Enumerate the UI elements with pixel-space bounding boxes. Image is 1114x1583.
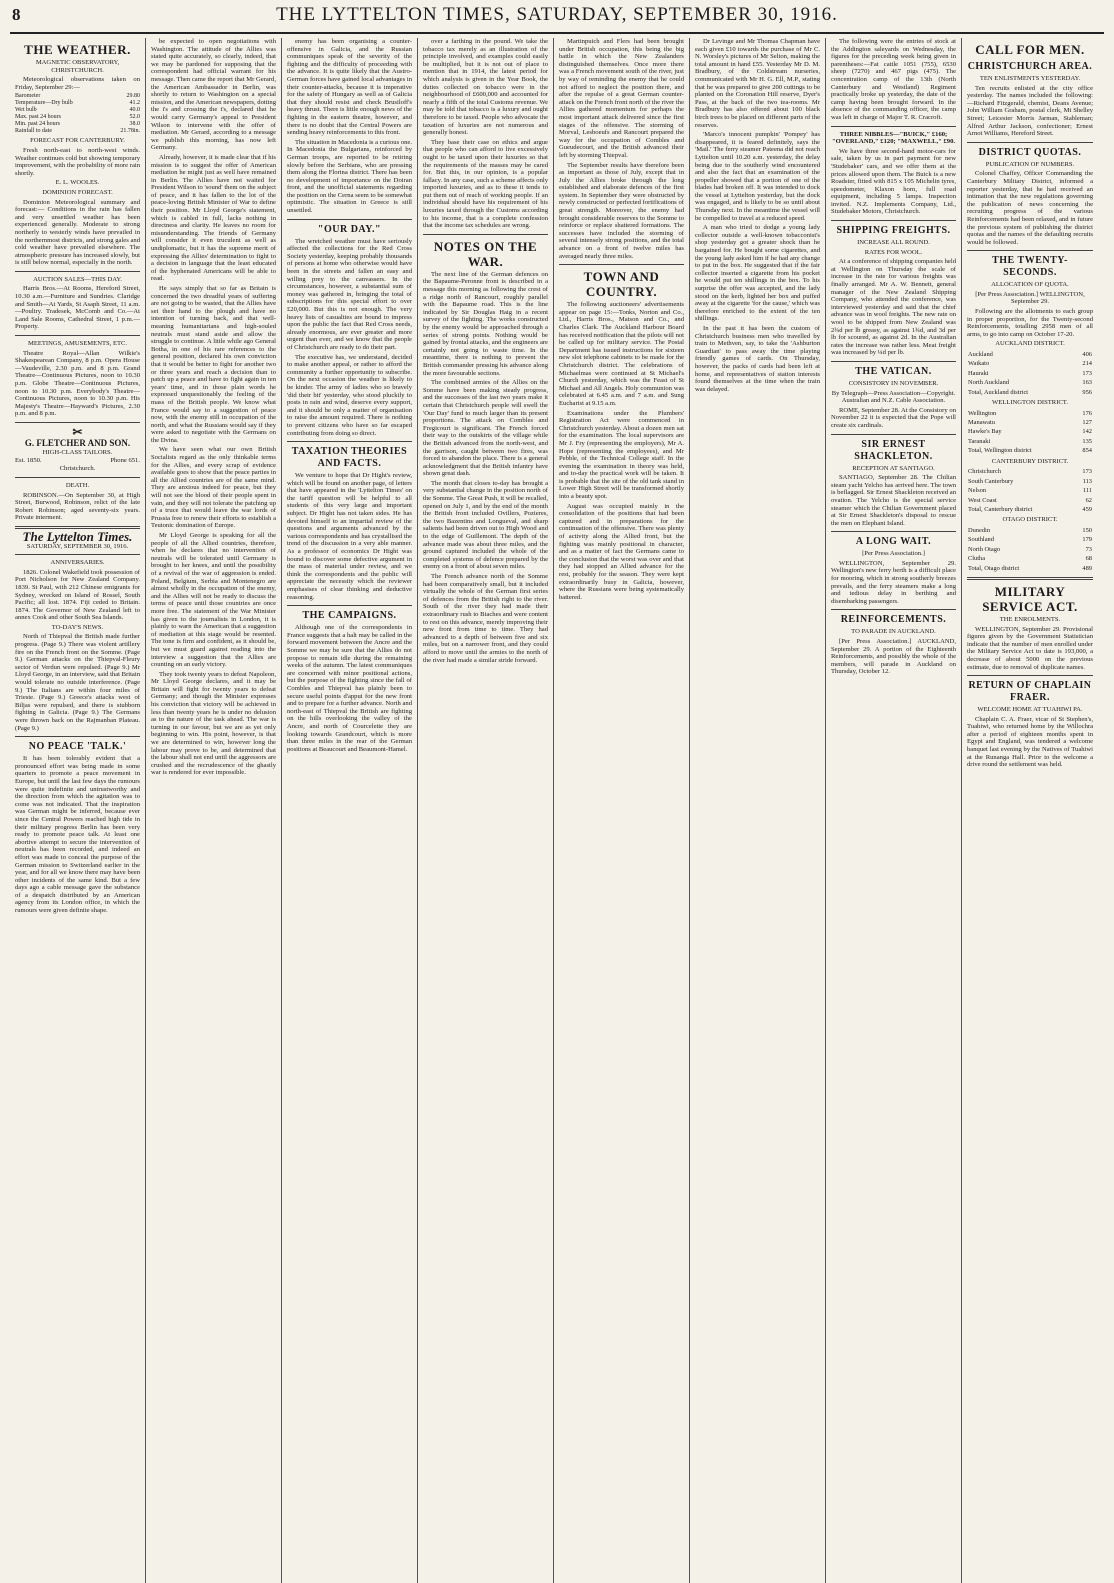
vatican-byline: By Telegraph—Press Association—Copyright. Australian and N.Z. Cable Association.: [831, 389, 956, 405]
meetings-text: Theatre Royal—Allan Wilkie's Shakespearean Company, 8 p.m. Opera House—Vaudeville, 2.30 p.m. and 8 p.m. Grand Theatre—Continuous Pictures, noon to 10.30 p.m. Globe Theatre—Continuous Pictures, noon to 10.30 p.m. Everybody's Theatre—Continuous Pictures, noon to 10.30 p.m. His Majesty's Theatre—Hayward's Pictures, 2.30 p.m. and 8 p.m.: [15, 349, 140, 418]
table-row: Rainfall to date 21.78in.: [15, 128, 140, 135]
vatican-text: ROME, September 28. At the Consistory on November 22 it is expected that the Pope will create six cardinals.: [831, 406, 956, 429]
divider: [967, 250, 1093, 251]
our-day-heading: "OUR DAY.": [317, 223, 382, 235]
divider: [831, 220, 956, 221]
no-peace-talk-heading: NO PEACE 'TALK.': [28, 741, 127, 753]
no-peace-talk-text: It has been tolerably evident that a pronounced effort was being made in some quarters to promote a peace movement in Europe, but until the last few days the rumours were quite indefinite and untrustworthy and the direction from which the agitation was to come was not indicated. That the inspiration was German might be inferred, because ever since the Central Powers reached high tide in their military progress Berlin has been very ready to promote peace talk. At least one abortive attempt to secure the intervention of neutrals has been recorded, and indeed an effort was made to conceal the purpose of the German mission to Switzerland earlier in the year, and for all we know there may have been other incidents of the same kind. But a few days ago a cable message gave the substance of a despatch distributed by an American agency from its London office, in which the rumours were given definite shape.: [15, 755, 140, 915]
observatory-heading: MAGNETIC OBSERVATORY, CHRISTCHURCH.: [35, 59, 120, 74]
auckland-allocation-table: [967, 350, 1093, 397]
column-1: [10, 38, 146, 1583]
wellington-allocation-table: [967, 409, 1093, 456]
divider: [15, 736, 140, 737]
twenty-seconds-text: Following are the allotments to each group in proper proportion, for the Twenty-second Reinforcements, totalling 2958 men of all arms, to go into camp on October 17-20.: [967, 308, 1093, 338]
weather-heading: THE WEATHER.: [24, 42, 131, 57]
enrolments-text: WELLINGTON, September 29. Provisional figures given by the Government Statistician indicate that the number of men enrolled under the Military Service Act to date is 193,000, a decrease of about 5000 on the previous estimate, due to removal of duplicate names.: [967, 625, 1093, 671]
tailor-advertisement: [15, 424, 140, 473]
shackleton-text: SANTIAGO, September 28. The Chilian steam yacht Yelcho has arrived here. The town is beflagged. Sir Ernest Shackleton received an ovation. The Yelcho is the special service steamer which the Chilian Government placed at Sir Ernest Shackleton's disposal to rescue the men on Elephant Island.: [831, 474, 956, 527]
divider: [15, 477, 140, 478]
table-row: West Coast 62: [968, 496, 1092, 504]
table-row: Wet bulb 40.0: [15, 107, 140, 114]
district-quotas-heading: DISTRICT QUOTAS.: [978, 146, 1082, 158]
divider: [831, 531, 956, 532]
campaigns-heading: THE CAMPAIGNS.: [302, 610, 397, 622]
town-and-country-heading: TOWN AND COUNTRY.: [583, 269, 660, 300]
tailor-name: G. FLETCHER AND SON.: [24, 437, 131, 448]
tailor-tagline: HIGH-CLASS TAILORS.: [42, 448, 113, 456]
anniversaries-text: 1826. Colonel Wakefield took possession of Port Nicholson for New Zealand Company. 1839. St Paul, with 212 Chinese emigrants for Sydney, wrecked on Island of Rossel, South Pacific; all lost. 1874. Fiji ceded to Britain. 1874. The Governor of New Zealand left to annex Cook and other South Sea Islands.: [15, 568, 140, 622]
news-paragraph: The following were the entries of stock at the Addington saleyards on Wednesday, the figures for the preceding week being given in parentheses:—Fat cattle 1051 (755), 6530 sheep (7270) and 467 pigs (475). The concentration camp of the 13th (North Canterbury and Westland) Regiment practically broke up yesterday, the date of the camp having been brought forward. In the absence of the commanding officer, the camp was left in charge of Major T. R. Cracroft.: [831, 38, 956, 121]
auction-text: Harris Bros.—At Rooms, Hereford Street, 10.30 a.m.—Furniture and Sundries. Claridge and Smith—At Yards, St Asaph Street, 11 a.m.—Poultry. Tradesek, McComb and Co.—At Land Sale Rooms, Cathedral Street, 1 p.m.—Property.: [15, 285, 140, 331]
auction-heading: AUCTION SALES—THIS DAY.: [33, 275, 122, 283]
weather-readings-table: [15, 93, 140, 135]
editorial-paragraph: We have seen what our own British Socialists regard as the only thinkable terms for the Allies, and every scrap of evidence available goes to show that the peace parties in all the Allied countries are of the same mind. They are anxious indeed for peace, but they will not see the blood of their people spent in vain, and they will not tolerate the patching up of a truce that would leave the war lords of Prussia free to renew their efforts to establish a Teutonic domination of Europe.: [151, 446, 276, 530]
dominion-text: Dominion Meteorological summary and forecast:— Conditions in the rain has fallen and very unsettled weather has been experienced generally. Moderate to strong northerly to westerly winds have prevailed in the northernmost districts, and strong gales and cold weather have prevailed elsewhere. The atmospheric pressure has increased slowly, but is still below normal, especially in the north.: [15, 198, 140, 267]
taxation-heading: TAXATION THEORIES AND FACTS.: [291, 446, 408, 470]
editorial-paragraph: They took twenty years to defeat Napoleon, Mr Lloyd George declares, and it may be Britain will fight for twenty years to defeat Germany; and though the Minister expresses his conviction that victory will be achieved in less than twenty years he is under no delusion as to the nature of the task ahead. The war is turning in our favour, but we are as yet only beginning to win. His point, however, is that we are determined to win, however long the labour may prove to be, and determined that the labour shall not end until the aggressors are crushed and the recrudescence of the ghastly war is rendered for ever impossible.: [151, 670, 276, 777]
table-row: Max. past 24 hours 52.0: [15, 114, 140, 121]
editorial-paragraph: Already, however, it is made clear that if his mission is to suggest the offer of American mediation he might just as well have remained in Berlin. The Allies have not waited for President Wilson to 'sound' them on the subject of peace, and it has fallen to the lot of the peace-loving British Minister of War to define their position. Mr Lloyd George's statement, which is cabled in full, lacks nothing in directness and clarity. He leaves no room for misunderstanding. The friends of Germany will consider it even truculent as well as undiplomatic, but it has the supreme merit of expressing the Allies' determination to fight to a decision in language that the least educated of the hyphenated Americans will be able to read.: [151, 153, 276, 283]
canterbury-district-heading: CANTERBURY DISTRICT.: [991, 457, 1069, 465]
twenty-seconds-byline: [Per Press Association.] WELLINGTON, September 29.: [975, 290, 1085, 306]
forecast-heading: FORECAST FOR CANTERBURY.: [30, 137, 125, 145]
divider: [967, 142, 1093, 143]
table-row: Dunedin 150: [968, 526, 1092, 534]
news-paragraph: 'Marco's innocent pumpkin' 'Pompey' has disappeared, it is feared definitely, says the 'Mail.' The ferry steamer Pateena did not reach Lyttelton until 10.20 a.m. yesterday, the delay being due to the southerly wind encountered and also the fact that an examination of the propeller showed that a portion of one of the blades had broken off. It was intended to dock the vessel at Lyttelton yesterday, but the dock was engaged, and is likely to be so until about Thursday next. In the meantime the vessel will be compelled to travel at a reduced speed.: [695, 131, 820, 222]
auckland-district-heading: AUCKLAND DISTRICT.: [995, 340, 1065, 348]
divider: [559, 264, 684, 265]
dominion-heading: DOMINION FORECAST.: [42, 188, 113, 196]
column-2: [146, 38, 282, 1583]
news-paragraph: The following auctioneers' advertisements appear on page 15:—Tonks, Norton and Co., Ltd., Harris Bros., Matson and Co., and Charles Clark. The Auckland Harbour Board has received notification that the pilots will not be called up for military service. The Postal Department has issued instructions for sixteen new slot telephone cabinets to be made for the Christchurch district. The celebrations of Michaelmas were continued at St Michael's Church yesterday, which was the Feast of St Michael and All Angels. Holy communion was celebrated at 6.45 a.m. and 7 a.m. and Sung Eucharist at 9.15 a.m.: [559, 301, 684, 407]
observatory-intro: Meteorological observations taken on Friday, September 29:—: [15, 76, 140, 91]
news-paragraph: In the past it has been the custom of Christchurch business men who travelled by train to Methven, say, to take the 'Ashburton Guardian' to pass away the time playing friendly games of cards. On Thursday, however, the packs of cards had been left at home, and representatives of station interests found themselves at the time when the train was delayed.: [695, 324, 820, 393]
scissors-icon: ✂: [72, 424, 83, 439]
table-row: Barometer 29.80: [15, 93, 140, 100]
enlistments-text: Ten recruits enlisted at the city office yesterday. The names included the following:—Richard Fitzgerald, chemist, Deans Avenue; John William Graham, postal clerk, Mt Shelley Street; Leicester Morris Jarman, Stableman; Alfred Arthur Jackson, confectioner; Ernest Arnot Williams, Hereford Street.: [967, 84, 1093, 138]
reinforcements-subheading: TO PARADE IN AUCKLAND.: [851, 628, 936, 636]
enlistments-heading: TEN ENLISTMENTS YESTERDAY.: [979, 75, 1081, 82]
motor-ad-text: We have three second-hand motor-cars for sale, taken by us in part payment for new 'Studebaker' cars, and we offer them at the prices allowed upon them. The Buick is a new Roadster, fitted with 815 x 105 Michelin tyres, speedometer, Klaxon horn, full road equipment, including 5 lamps. Inspection invited. N.Z. Implements Company, Ltd., Studebaker Motors, Christchurch.: [831, 147, 956, 216]
district-quotas-text: Colonel Chaffey, Officer Commanding the Canterbury Military District, informed a reporter yesterday, that he had received an intimation that the new regulations governing the publication of news concerning the recruiting progress of the various Reinforcements had been relaxed, and in future the previous system of publishing the district quotas and the names of the defaulting recruits would be followed.: [967, 170, 1093, 246]
todays-news-text: North of Thiepval the British made further progress. (Page 9.) There was violent artillery fire on the French front on the Somme. (Page 9.) German attacks on the Thiepval-Fleury sector of Verdun were repulsed. (Page 9.) Mr Lloyd George, in an interview, said that Britain would tolerate no outside interference. (Page 9.) The Italians are within four miles of Trieste. (Page 9.) Greece's attacks west of Biljas were repulsed, and there is stubborn fighting in Galicia. (Page 9.) The Germans were thrown back on the Rajmanban Plateau. (Page 9.): [15, 633, 140, 732]
table-row: Total, Otago district 489: [968, 564, 1092, 572]
column-7: [826, 38, 962, 1583]
enrolments-subheading: THE ENROLMENTS.: [999, 615, 1061, 623]
vatican-subheading: CONSISTORY IN NOVEMBER.: [848, 379, 939, 387]
editorial-paragraph: The month that closes to-day has brought a very substantial change in the position north of the Somme. The Great Push, it will be recalled, opened on July 1, and by the end of the month the British front included Ovillers, Pozieres, the two Bazentins and Longueval, and sharp salients had been driven out to High Wood and to the edge of Guillemont. The depth of the advance made was about three miles, and the ground captured included the whole of the completed systems of defence prepared by the enemy on a front of about seven miles.: [423, 479, 548, 571]
otago-allocation-table: [967, 526, 1093, 573]
forecast-text: Fresh north-east to north-west winds. Weather continues cold but showing temporary improvement, with the probability of more rain shortly.: [15, 146, 140, 177]
anniversaries-heading: ANNIVERSARIES.: [50, 559, 105, 567]
columns: [10, 38, 1104, 1583]
call-for-men-heading: CALL FOR MEN.: [975, 42, 1085, 57]
column-3: [282, 38, 418, 1583]
military-service-act-heading: MILITARY SERVICE ACT.: [982, 583, 1078, 614]
paper-date: SATURDAY, SEPTEMBER 30, 1916.: [26, 542, 129, 550]
divider: [831, 126, 956, 127]
table-row: Hawke's Bay 142: [968, 428, 1092, 436]
twenty-seconds-subheading: ALLOCATION OF QUOTA.: [991, 281, 1069, 289]
editorial-paragraph: We venture to hope that Dr Hight's review, which will be found on another page, of letters that have appeared in the 'Lyttelton Times' on the tariff question will be helpful to all students of this very large and important subject. Dr Hight has not taken sides. He has devoted himself to an impartial review of the questions and arguments advanced by the various correspondents and has crystallised the trend of the discussion in a very able manner. As a professor of economics Dr Hight was bound to discover some defective argument in the mass of material under review, and we think the correspondents and the public will appreciate the necessity which the reviewer emphasises of clear thinking and deductive reasoning.: [287, 472, 412, 601]
editorial-paragraph: The September results have therefore been as important as those of July, except that in July the Allies broke through the long established and elaborate defences of the first system. In September they were obstructed by newly constructed or perfected fortifications of great strength. Moreover, the enemy had brought considerable reserves to the Somme to reinforce or replace shattered formations. The successes have included the storming of several intensely strong positions, and the total advance on a front of twelve miles has averaged nearly three miles.: [559, 161, 684, 260]
table-row: Total, Canterbury district 459: [968, 505, 1092, 513]
christchurch-area-heading: CHRISTCHURCH AREA.: [967, 61, 1093, 72]
page-number: 8: [12, 5, 21, 24]
editorial-paragraph: over a farthing in the pound. We take the tobacco tax merely as an illustration of the principle involved, and examples could easily be multiplied, but it is not out of place to mention that in 1914, the latest period for which analysis is given in the Year Book, the duties collected on tobacco were in the neighbourhood of £600,000 and accounted for nearly a fifth of the total Customs revenue. We may be told that tobacco is a luxury and ought therefore to be taxed. People who advocate the taxation of luxuries are not numerous and generally honest.: [423, 38, 548, 137]
divider: [287, 605, 412, 606]
column-6: [690, 38, 826, 1583]
otago-district-heading: OTAGO DISTRICT.: [1002, 516, 1058, 524]
table-row: Temperature—Dry bulb 41.2: [15, 100, 140, 107]
shipping-heading: SHIPPING FREIGHTS.: [836, 225, 951, 237]
table-row: Total, Auckland district 956: [968, 388, 1092, 396]
editorial-paragraph: The wretched weather must have seriously affected the collections for the Red Cross Society yesterday, keeping probably thousands of persons at home who otherwise would have been in the streets and fallen an easy and willing prey to the canvassers. In the circumstances, however, a substantial sum of money was gathered in, bringing the total of subscriptions for this special effort to over £20,000. But this is not enough. The very heavy lists of casualties are bound to impress upon the public the fact that Red Cross needs, already enormous, are ever greater and more urgent than ever, and we know that the people of Christchurch are ready to do their part.: [287, 237, 412, 351]
chaplain-fraer-text: Chaplain C. A. Fraer, vicar of St Stephen's, Tuahiwi, who returned home by the Willochra after a period of eighteen months spent in Egypt and England, was tendered a welcome banquet last evening by the Natives of Tuahiwi at the Runanga Hall. Prior to the welcome a drive round the settlement was held.: [967, 715, 1093, 769]
table-row: Nelson 111: [968, 487, 1092, 495]
column-5: [554, 38, 690, 1583]
masthead: [10, 4, 1104, 34]
chaplain-fraer-heading: RETURN OF CHAPLAIN FRAER.: [968, 680, 1092, 704]
divider: [287, 441, 412, 442]
tailor-contact: Est. 1850. Phone 651.: [15, 456, 140, 464]
table-row: Total, Wellington district 854: [968, 447, 1092, 455]
table-row: Auckland 406: [968, 351, 1092, 359]
table-row: Min. past 24 hours 38.0: [15, 121, 140, 128]
table-row: South Canterbury 113: [968, 477, 1092, 485]
divider: [15, 554, 140, 555]
divider: [831, 361, 956, 362]
divider: [15, 271, 140, 272]
column-4: [418, 38, 554, 1583]
motor-ad-heading: THREE NIBBLES—"BUICK," £160; "OVERLAND," £120; "MAXWELL," £90.: [831, 130, 956, 146]
news-paragraph: August was occupied mainly in the consolidation of the positions that had been captured and in preparations for the continuation of the offensive. There was plenty of activity along the Allied front, but the fighting was mainly positional in character, and as a matter of fact the Germans came to the conclusion that the worst was over and that they had stopped an Allied advance for the rest, probably for the season. They were kept extraordinarily busy in Galicia, however, where the Russians were being systematically battered.: [559, 502, 684, 601]
reinforcements-heading: REINFORCEMENTS.: [840, 614, 947, 626]
editorial-paragraph: The situation in Macedonia is a curious one. In Macedonia the Bulgarians, reinforced by German troops, are reported to be retiring slowly before the Serbians, who are pressing them along the Florina district. There has been no development of importance on the Doiran front, and the unofficial statements regarding the position on the Cerna seem to be somewhat optimistic. The situation in Greece is still unsettled.: [287, 138, 412, 215]
canterbury-allocation-table: [967, 467, 1093, 514]
shipping-subheading: INCREASE ALL ROUND.: [857, 239, 930, 247]
divider: [287, 219, 412, 220]
wool-subheading: RATES FOR WOOL.: [864, 248, 923, 256]
table-row: Wellington 176: [968, 409, 1092, 417]
editorial-paragraph: Mr Lloyd George is speaking for all the people of all the Allied countries, therefore, when he declares that no intervention of neutrals will be tolerated until Germany is brought to her knees, and until the possibility of a revival of the war of aggression is ended. Poland, Belgium, Serbia and Montenegro are almost wholly in the occupation of the enemy, and the Allies will not be ready to discuss the terms of peace until those countries are once more free. The statement of the War Minister has given to the journalists in London, it is plainly to warn the American that a suggestion of mediation at this stage would be resented. The tone is firm and confident, as it should be, but we must guard against reading into the interview a suggestion that the Allies are counting on an early victory.: [151, 532, 276, 669]
reinforcements-text: [Per Press Association.] AUCKLAND, September 29. A portion of the Eighteenth Reinforcements, and possibly the whole of the members, will parade in Auckland on Thursday, October 12.: [831, 638, 956, 676]
editorial-paragraph: They base their case on ethics and argue that people who can afford to live excessively ought to be taxed upon their luxuries so that the requirements of the masses may be cared for. But this, in our opinion, is a popular fallacy. In any case, such a scheme affects only imported luxuries, and as to these it tends to put them out of reach of working people. If an individual should have his requirement of his luxuries taxed through the Customs according to his income, that is a complete confession that the income tax schedules are wrong.: [423, 138, 548, 230]
divider: [967, 675, 1093, 676]
editorial-paragraph: The next line of the German defences on the Bapaume-Peronne front is described in a message this morning as following the crest of a ridge north of Rancourt, roughly parallel with the Bapaume road. This is the line indicated by Sir Douglas Haig in a recent survey of the fighting. The works constructed by the enemy would be approached through a series of strong points. Nothing would be gained by frontal attacks, and the engineers are certainly not going to waste time. In the meantime, there is nothing to prevent the British commander pressing his advance along the more favourable sections.: [423, 270, 548, 377]
editorial-paragraph: Although one of the correspondents in France suggests that a halt may be called in the forward movement between the Ancre and the Somme we may be sure that the Allies do not propose to remain idle during the remaining weeks of the autumn. The latest communiques are concerned with minor positional actions, but the purpose of the fighting since the fall of Combles and Thiepval has plainly been to secure useful points d'appui for the new front and to prepare for a further advance. North and north-east of Thiepval the British are fighting on the hills overlooking the valley of the Ancre, and north of Courcelette they are looking towards Grandcourt, which is more than three miles in the rear of the German positions at Beaucourt and Beaumont-Hamel.: [287, 624, 412, 753]
table-row: Hauraki 173: [968, 369, 1092, 377]
shackleton-heading: SIR ERNEST SHACKLETON.: [854, 438, 933, 462]
divider: [831, 609, 956, 610]
meetings-heading: MEETINGS, AMUSEMENTS, ETC.: [27, 340, 128, 348]
table-row: Waikato 214: [968, 360, 1092, 368]
divider: [831, 434, 956, 435]
notes-on-war-heading: NOTES ON THE WAR.: [433, 238, 538, 269]
district-quotas-subheading: PUBLICATION OF NUMBERS.: [985, 160, 1075, 168]
todays-news-heading: TO-DAY'S NEWS.: [51, 623, 104, 631]
shipping-text: At a conference of shipping companies held at Wellington on Thursday the scale of increase in the rate for various freights was finally arranged. Mr A. W. Bennett, general manager of the New Zealand Shipping Company, who attended the conference, was interviewed yesterday and said that the chief advance was in wool freights. The new rate on wool to be shipped from New Zealand was 2¾d per lb greasy, as against 1¾d, and 3d per lb for scoured, as against 2d. In the Australian rates the increase was rather less. Meat freight was increased by ¼d per lb.: [831, 258, 956, 357]
table-row: Taranaki 135: [968, 437, 1092, 445]
divider: [15, 422, 140, 423]
chaplain-fraer-subheading: WELCOME HOME AT TUAHIWI PA.: [977, 706, 1083, 714]
editorial-paragraph: The executive has, we understand, decided to make another appeal, or rather to afford the community a further opportunity to subscribe. On the next occasion the weather is likely to be kinder. The army of ladies who so bravely 'did their bit' yesterday, who stood pluckily to posts in rain and wind, deserve every support, and it should be only a matter of organisation to raise the amount required. There is nothing to prevent citizens who have so far escaped contributing from doing so direct.: [287, 353, 412, 437]
tailor-city: Christchurch.: [59, 464, 96, 472]
editorial-paragraph: be expected to open negotiations with Washington. The attitude of the Allies was stated quite accurately, so clearly, indeed, that we may be pardoned for supposing that the correspondent had official warrant for his message. Then came the report that Mr Gerard, the American Ambassador in Berlin, was shortly to return to Washington on a special mission, and the American newspapers, dotting the i's and crossing the t's, declared that he would carry Germany's appeal to President Wilson to intervene with the offer of mediation. Mr Gerard, according to a message we publish this morning, has now left Germany.: [151, 38, 276, 152]
table-row: Christchurch 173: [968, 468, 1092, 476]
long-wait-text: WELLINGTON, September 29. Wellington's new ferry berth is a difficult place for mooring, which in strong southerly breezes prevails, and the ferry steamers make a long and tedious delay in berthing and disembarking passengers.: [831, 559, 956, 605]
shackleton-subheading: RECEPTION AT SANTIAGO.: [852, 464, 935, 472]
forecast-signature: E. L. WOOLES.: [55, 179, 100, 187]
news-paragraph: A man who tried to dodge a young lady collector outside a well-known tobacconist's shop yesterday got a greater shock than he bargained for. He bought some cigarettes, and the young lady asked him if he had any change to put in the box. He suggested that if the fair collector inserted a cigarette from his pocket he would put ten shillings in the box. To his surprise the offer was accepted, and the lady stood on the kerb, lighted her box and puffed away at the cigarette 'for the cause,' which was therefore enriched to the extent of the ten shillings.: [695, 224, 820, 323]
table-row: Manawatu 127: [968, 419, 1092, 427]
news-paragraph: Examinations under the Plumbers' Registration Act were commenced in Christchurch yesterday. About a dozen men sat for the examination. The local supervisors are Mr J. Fry (representing the employers), Mr A. Hope (representing the employees), and Mr Pebble, of the Technical College staff. In the evening the examination in theory was held, and to-day the practical work will be taken. It is probable that the site of the old tank stand in Lower High Street will be transformed shortly into a beauty spot.: [559, 409, 684, 501]
twenty-seconds-heading: THE TWENTY-SECONDS.: [992, 255, 1068, 279]
wellington-district-heading: WELLINGTON DISTRICT.: [992, 399, 1068, 407]
paper-logo: The Lyttelton Times.: [22, 528, 133, 544]
long-wait-byline: [Per Press Association.]: [862, 550, 925, 558]
vatican-heading: THE VATICAN.: [855, 365, 932, 377]
death-heading: DEATH.: [65, 481, 90, 489]
table-row: North Otago 73: [968, 545, 1092, 553]
table-row: Clutha 68: [968, 555, 1092, 563]
divider: [967, 577, 1093, 580]
table-row: Southland 179: [968, 536, 1092, 544]
editorial-paragraph: The French advance north of the Somme had been comparatively small, but it included virtually the whole of the German first series of defences from the British right to the river. South of the river they had made their extraordinary rush to Biaches and were content to rest on this advance, merely improving their new front from time to time. They had advanced to a depth of between five and six miles, but on a narrower front, and they could afford to move until the armies to the north of the river had made a similar stride forward.: [423, 573, 548, 664]
column-8: [962, 38, 1098, 1583]
long-wait-heading: A LONG WAIT.: [855, 536, 932, 548]
divider: [423, 234, 548, 235]
editorial-paragraph: He says simply that so far as Britain is concerned the two dreadful years of suffering are not going to be wasted, that the Allies have set their hand to the plough and have no intention of turning back, and that well-meaning humanitarians and high-souled neutrals must stand aside and allow the struggle to continue. A little while ago General Botha, in one of his rare references to the general position, declared his own conviction that it would be better to fight for another two or three years and reach a decision than to patch up a peace and have to fight again in ten years' time, and in those plain words he expressed unquestionably the feeling of the mass of the British people. We know what France would say to a suggestion of peace now, with the enemy still in occupation of the north, and what the Russians would say if they were asked to negotiate with the Germans on the Dvina.: [151, 285, 276, 444]
news-paragraph: Dr Levinge and Mr Thomas Chapman have each given £10 towards the purchase of Mr C. N. Worsley's pictures of Mr Selton, making the total amount in hand £55. Yesterday Mr D. M. Bradbury, of the Coldstream nurseries, communicated with Mr H. G. Ell, M.P., stating that he was prepared to give 200 cuttings to be planted on the Coronation Hill reserve, Dyer's Pass, at the back of the two tea-rooms. Mr Bradbury has also offered about 100 black birch trees to be placed on different parts of the reserves.: [695, 38, 820, 129]
editorial-paragraph: The combined armies of the Allies on the Somme have been making steady progress, and the successes of the last two years make it certain that Christchurch people will swell the 'Our Day' fund to much larger than its present proportions. The attack on Combles and Fregicourt is significant. The French forced their way to the outskirts of the village while the British advanced from the north-west, and the garrison, caught between two fires, was forced to abandon the place. There is a general acknowledgment that the British infantry have shown great dash.: [423, 379, 548, 478]
divider: [15, 335, 140, 336]
table-row: North Auckland 163: [968, 379, 1092, 387]
newspaper-title: THE LYTTELTON TIMES, SATURDAY, SEPTEMBER 30, 1916.: [276, 4, 838, 25]
editorial-paragraph: Martinpuich and Flers had been brought under British occupation, this being the big battle in which the New Zealanders distinguished themselves. Once more there was a French movement south of the river, just by way of reminding the enemy that he could not afford to neglect the position there, and after the repulse of a great German counter-attack on the French front north of the river the Allies gathered momentum for perhaps the most important attack delivered since the first stages of the offensive. The storming of Morval, Lesboeufs and Rancourt prepared the way for the occupation of Combles and Gueudecourt, and the British advanced their left by storming Thiepval.: [559, 38, 684, 159]
death-notice: ROBINSON.—On September 30, at High Street, Burwood, Robinson, relict of the late Robert Robinson; aged seventy-six years. Private interment.: [15, 491, 140, 522]
editorial-paragraph: enemy has been organising a counter-offensive in Galicia, and the Russian communiques speak of the severity of the fighting and the difficulty of proceeding with the advance. It is quite likely that the Austro-German forces have gained local advantages in their counter-attacks, because it is imperative for the safety of Hungary as well as of Galicia that they should resist and check Brusiloff's heavy thrust. There is little enough news of the fighting in the eastern theatre, however, and there is no doubt that the Central Powers are sending heavy reinforcements to this front.: [287, 38, 412, 137]
